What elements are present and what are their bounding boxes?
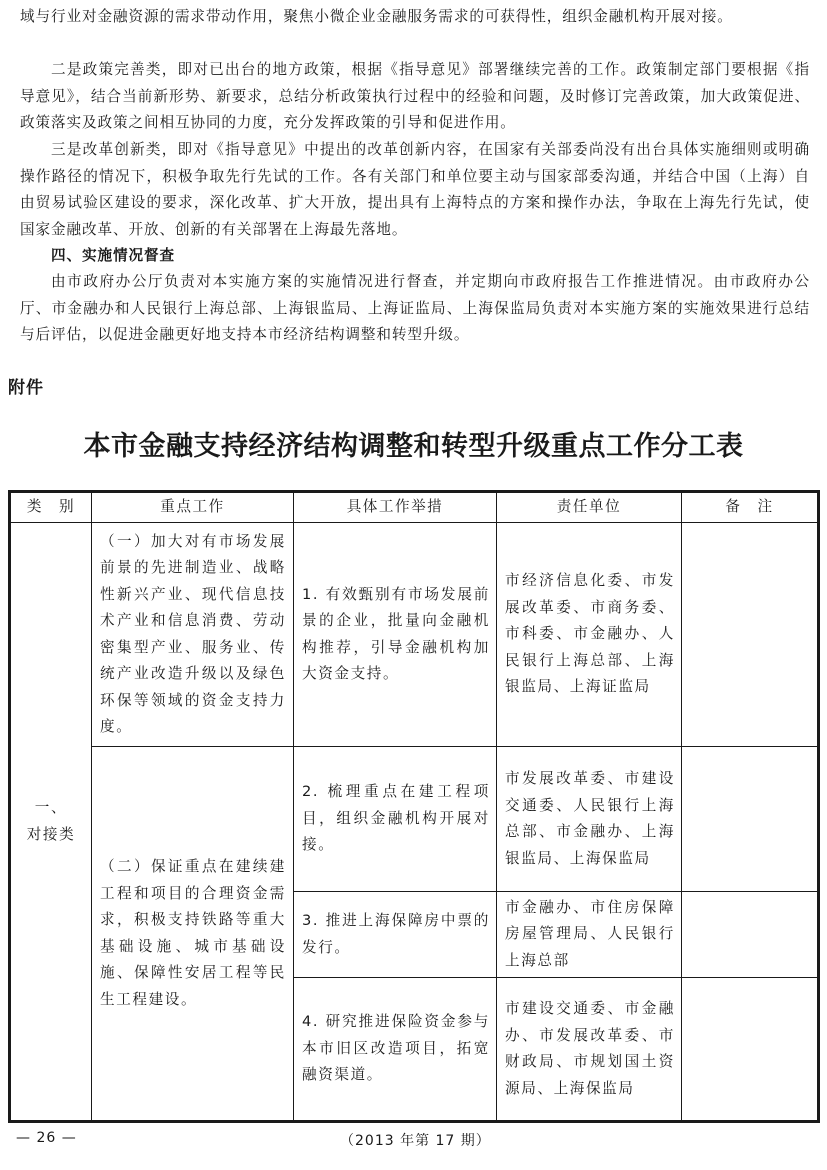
header-responsible-label: 责任单位 [556,498,622,516]
paragraph-continuation: 域与行业对金融资源的需求带动作用，聚焦小微企业金融服务需求的可获得性，组织金融机构开展对接。 [20,8,733,25]
responsible-text: 市经济信息化委、市发展改革委、市商务委、市科委、市金融办、人民银行上海总部、上海银监局、上海证监局 [505,572,675,696]
header-remarks-label: 备 注 [725,498,774,516]
measure-cell [302,747,490,891]
key-work-text: （一）加大对有市场发展前景的先进制造业、战略性新兴产业、现代信息技术产业和信息消费、劳动密集型产业、服务业、传统产业改造升级以及绿色环保等领域的资金支持力度。 [100,532,286,735]
paragraph-supervision: 由市政府办公厅负责对本实施方案的实施情况进行督查，并定期向市政府报告工作推进情况。由市政府办公厅、市金融办和人民银行上海总部、上海银监局、上海证监局、上海保监局负责对本实施方案的实施效果进行总结与后评估，以促进金融更好地支持本市经济结构调整和转型升级。 [20,273,810,343]
key-work-text: （二）保证重点在建续建工程和项目的合理资金需求，积极支持铁路等重大基础设施、城市基础设施、保障性安居工程等民生工程建设。 [100,858,286,1008]
responsible-text: 市金融办、市住房保障房屋管理局、人民银行上海总部 [505,898,675,969]
paragraph-reform-innovation: 三是改革创新类，即对《指导意见》中提出的改革创新内容，在国家有关部委尚没有出台具体实施细则或明确操作路径的情况下，积极争取先行先试的工作。各有关部门和单位要主动与国家部委沟通，并结合中国（上海）自由贸易试验区建设的要求，深化改革、扩大开放，提出具有上海特点的方案和操作办法，争取在上海先行先试，使国家金融改革、开放、创新的有关部署在上海最先落地。 [20,141,810,238]
header-key-work [92,493,293,522]
header-measures-label: 具体工作举措 [346,498,444,516]
measure-cell [302,978,490,1120]
header-category [11,493,91,522]
responsible-cell [505,747,675,891]
category-text: 一、 对接类 [26,799,76,843]
responsible-cell [505,523,675,746]
responsible-cell [505,978,675,1120]
measure-text: 1. 有效甄别有市场发展前景的企业，批量向金融机构推荐，引导金融机构加大资金支持。 [302,585,490,682]
page-number: — 26 — [16,1130,77,1146]
column-line [293,491,294,1122]
attachment-label: 附件 [8,378,44,398]
remarks-cell [682,892,817,977]
remarks-cell [682,978,817,1120]
category-cell [11,523,91,1120]
paragraph-policy-improvement: 二是政策完善类，即对已出台的地方政策，根据《指导意见》部署继续完善的工作。政策制定部门要根据《指导意见》，结合当前新形势、新要求，总结分析政策执行过程中的经验和问题，及时修订完善政策，加大政策促进、政策落实及政策之间相互协同的力度，充分发挥政策的引导和促进作用。 [20,61,810,131]
table-border-right [817,490,820,1123]
key-work-cell [100,523,286,746]
key-work-cell [100,747,286,1120]
section-heading-supervision: 四、实施情况督查 [51,247,175,264]
table-title: 本市金融支持经济结构调整和转型升级重点工作分工表 [83,431,744,462]
responsible-cell [505,892,675,977]
measure-text: 2. 梳理重点在建工程项目，组织金融机构开展对接。 [302,783,490,854]
header-measures [294,493,496,522]
remarks-cell [682,747,817,891]
table-border-bottom [8,1120,820,1123]
remarks-cell [682,523,817,746]
measure-text: 3. 推进上海保障房中票的发行。 [302,912,490,956]
header-key-work-label: 重点工作 [160,498,225,516]
header-responsible [497,493,681,522]
column-line [91,491,92,1122]
measure-text: 4. 研究推进保险资金参与本市旧区改造项目，拓宽融资渠道。 [302,1013,490,1084]
responsible-text: 市发展改革委、市建设交通委、人民银行上海总部、市金融办、上海银监局、上海保监局 [505,770,675,867]
measure-cell [302,523,490,746]
issue-label: （2013 年第 17 期） [340,1133,491,1149]
measure-cell [302,892,490,977]
column-line [496,491,497,1122]
header-category-label: 类 别 [26,498,76,516]
responsible-text: 市建设交通委、市金融办、市发展改革委、市财政局、市规划国土资源局、上海保监局 [505,1000,675,1097]
header-remarks [682,493,817,522]
